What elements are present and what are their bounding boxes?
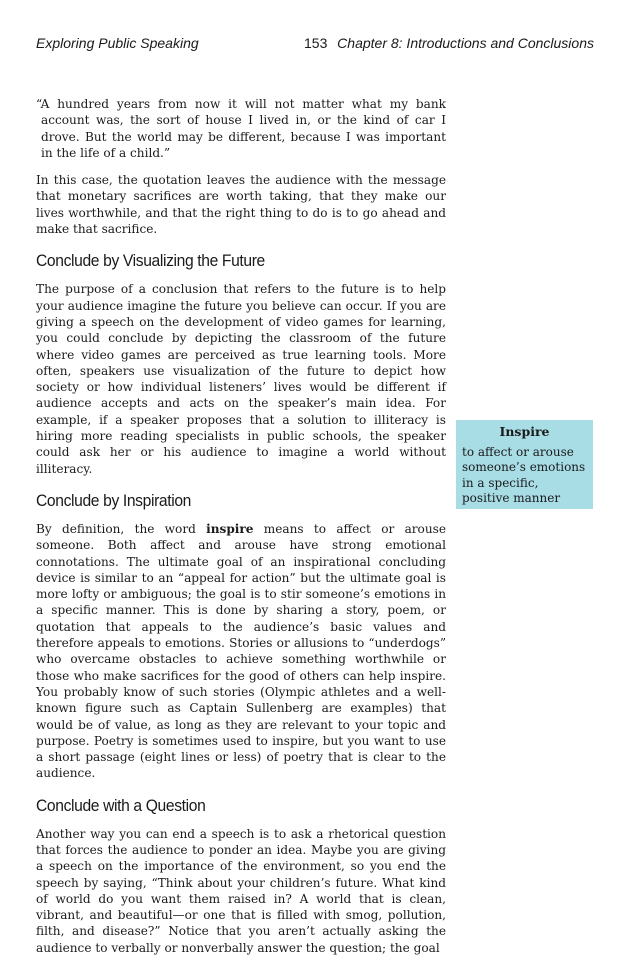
body-paragraph [36, 521, 446, 782]
text-run: means to affect or arouse someone. Both affect and arouse have strong emotional connotations. The ultimate goal of an inspirational concluding device is similar to an “appeal for action” but the ultimate goal is more lofty or ambiguous; the goal is to stir someone’s emotions in a specific manner. This is done by sharing a story, poem, or quotation that appeals to the audience’s basic values and therefore appeals to emotions. Stories or allusions to “underdogs” who overcame obstacles to achieve something worthwhile or those who make sacrifices for the good of others can help inspire. You probably know of such stories (Olympic athletes and a well-known figure such as Captain Sullenberg are examples) that would be of value, as long as they are relevant to your topic and purpose. Poetry is sometimes used to inspire, but you want to use a short passage (eight lines or less) of poetry that is clear to the audience. [36, 521, 446, 781]
glossary-term: Inspire [499, 424, 550, 439]
text-run: By definition, the word [36, 521, 207, 536]
keyword-inspire: inspire [206, 521, 254, 536]
quotation-paragraph: “A hundred years from now it will not matter what my bank account was, the sort of house I lived in, or the kind of car I drove. But the world may be different, because I was important in the life of a child.” [36, 97, 446, 160]
body-paragraph: The purpose of a conclusion that refers to the future is to help your audience imagine the future you believe can occur. If you are giving a speech on the development of video games for learning, you could conclude by depicting the classroom of the future where video games are perceived as true learning tools. More often, speakers use visualization of the future to depict how society or how individual listeners’ lives would be different if audience accepts and acts on the speaker’s main idea. For example, if a speaker proposes that a solution to illiteracy is hiring more reading specialists in public schools, the speaker could ask her or his audience to imagine a world without illiteracy. [36, 282, 446, 476]
page-number: 153 [304, 35, 328, 51]
section-heading-inspiration: Conclude by Inspiration [36, 490, 191, 510]
section-heading-visualizing-future: Conclude by Visualizing the Future [36, 251, 265, 271]
body-paragraph: In this case, the quotation leaves the audience with the message that monetary sacrifices are worth taking, that they make our lives worthwhile, and that the right thing to do is to go ahead and make that sacrifice. [36, 173, 446, 237]
chapter-title: Chapter 8: Introductions and Conclusions [337, 35, 594, 51]
main-text-column [36, 96, 446, 967]
section-heading-question: Conclude with a Question [36, 795, 206, 815]
glossary-definition: to affect or arouse someone’s emotions in a specific, positive manner [462, 444, 586, 505]
book-title: Exploring Public Speaking [36, 35, 199, 51]
glossary-sidebar [456, 420, 593, 509]
body-paragraph: Another way you can end a speech is to ask a rhetorical question that forces the audience to ponder an idea. Maybe you are giving a speech on the importance of the environment, so you end the speech by saying, “Think about your children’s future. What kind of world do you want them raised in? A world that is clean, vibrant, and beautiful—or one that is filled with smog, pollution, filth, and disease?” Notice that you aren’t actually asking the audience to verbally or nonverbally answer the question; the goal [36, 826, 446, 955]
running-head [36, 35, 594, 53]
